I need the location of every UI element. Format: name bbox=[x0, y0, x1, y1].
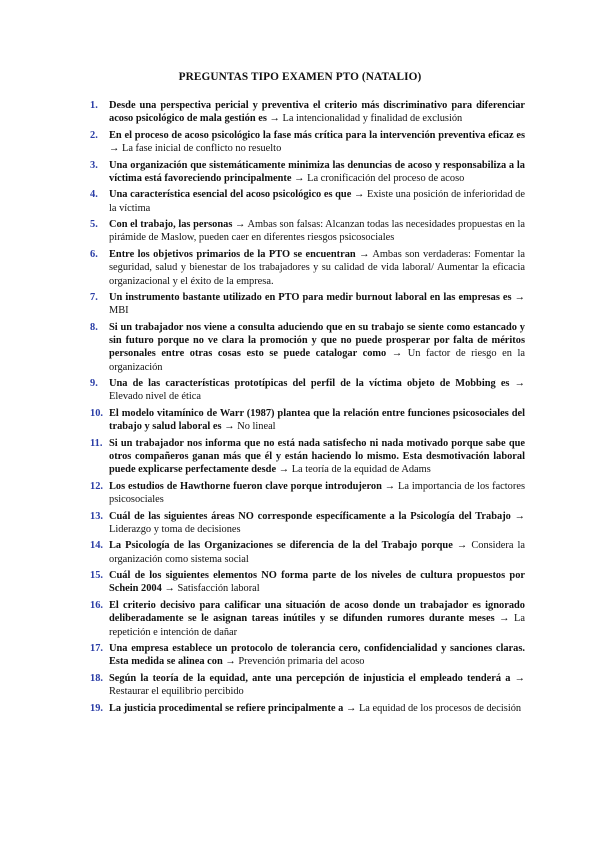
question-number: 1. bbox=[90, 100, 98, 111]
right-arrow-icon: → bbox=[384, 480, 396, 492]
question-text: Según la teoría de la equidad, ante una percepción de injusticia el empleado tenderá a bbox=[109, 672, 511, 684]
right-arrow-icon: → bbox=[359, 248, 370, 260]
question-text: Cuál de las siguientes áreas NO corresponde específicamente a la Psicología del Trabajo bbox=[109, 510, 511, 522]
right-arrow-icon: → bbox=[294, 172, 305, 184]
answer-text: Existe una posición de inferioridad de la víctima bbox=[109, 189, 525, 214]
question-number: 9. bbox=[90, 378, 98, 390]
question-number: 3. bbox=[90, 159, 98, 171]
question-text: Con el trabajo, las personas bbox=[109, 219, 233, 231]
question-item bbox=[90, 159, 525, 186]
question-text: Una característica esencial del acoso psicológico es que bbox=[109, 189, 352, 201]
right-arrow-icon: → bbox=[278, 464, 290, 476]
answer-text: No lineal bbox=[237, 421, 276, 433]
answer-text: La importancia de los factores psicosociales bbox=[109, 480, 525, 506]
answer-text: La intencionalidad y finalidad de exclusión bbox=[282, 113, 463, 125]
right-arrow-icon: → bbox=[109, 143, 120, 155]
right-arrow-icon: → bbox=[345, 702, 357, 714]
question-item bbox=[90, 702, 525, 715]
question-text: Si un trabajador nos informa que no está nada satisfecho ni nada motivado porque sabe que otros compañeros ganan más que él y están haciendo lo mismo. Esta desmotivación laboral puede explicarse perfectamente desde bbox=[109, 437, 525, 476]
answer-text: Liderazgo y toma de decisiones bbox=[109, 523, 241, 535]
question-number: 12. bbox=[90, 480, 103, 492]
question-text: La Psicología de las Organizaciones se diferencia de la del Trabajo porque bbox=[109, 540, 453, 552]
answer-text: Ambas son verdaderas: Fomentar la seguridad, salud y bienestar de los trabajadores y su calidad de vida laboral/ Aumentar la eficacia organizacional y el éxito de la empresa. bbox=[109, 248, 526, 287]
question-text: En el proceso de acoso psicológico la fase más crítica para la intervención preventiva eficaz es bbox=[109, 129, 525, 141]
question-number: 18. bbox=[90, 672, 103, 684]
right-arrow-icon: → bbox=[514, 378, 525, 390]
question-number: 16. bbox=[90, 599, 103, 611]
question-number: 4. bbox=[90, 189, 98, 201]
question-number: 19. bbox=[90, 702, 103, 714]
answer-text: La fase inicial de conflicto no resuelto bbox=[122, 143, 282, 155]
right-arrow-icon: → bbox=[269, 113, 280, 125]
right-arrow-icon: → bbox=[224, 421, 235, 433]
question-item bbox=[90, 599, 525, 639]
question-item bbox=[90, 437, 525, 477]
answer-text: MBI bbox=[109, 305, 129, 317]
right-arrow-icon: → bbox=[391, 348, 403, 360]
question-item bbox=[90, 407, 525, 434]
question-text: Cuál de los siguientes elementos NO forma parte de los niveles de cultura propuestos por Schein 2004 bbox=[109, 570, 525, 595]
right-arrow-icon: → bbox=[225, 656, 236, 668]
question-text: Una empresa establece un protocolo de tolerancia cero, confidencialidad y sanciones claras. Esta medida se alinea con bbox=[109, 642, 525, 668]
question-number: 15. bbox=[90, 570, 103, 582]
right-arrow-icon: → bbox=[353, 189, 365, 201]
question-list bbox=[90, 99, 525, 718]
right-arrow-icon: → bbox=[456, 540, 468, 552]
question-number: 13. bbox=[90, 510, 103, 522]
question-item bbox=[90, 291, 525, 318]
answer-text: Restaurar el equilibrio percibido bbox=[109, 686, 244, 698]
answer-text: Prevención primaria del acoso bbox=[238, 656, 365, 668]
question-text: El modelo vitamínico de Warr (1987) plantea que la relación entre funciones psicosociales del trabajo y salud laboral es bbox=[109, 407, 525, 433]
question-text: La justicia procedimental se refiere principalmente a bbox=[109, 702, 344, 714]
question-item bbox=[90, 510, 525, 537]
right-arrow-icon: → bbox=[164, 583, 175, 595]
question-item bbox=[90, 99, 525, 126]
question-number: 7. bbox=[90, 291, 98, 303]
question-text: Los estudios de Hawthorne fueron clave porque introdujeron bbox=[109, 480, 382, 492]
question-number: 17. bbox=[90, 642, 103, 654]
question-item bbox=[90, 642, 525, 669]
question-number: 5. bbox=[90, 219, 98, 231]
answer-text: Considera la organización como sistema social bbox=[109, 540, 525, 565]
answer-text: La equidad de los procesos de decisión bbox=[358, 702, 522, 714]
question-number: 6. bbox=[90, 248, 98, 260]
right-arrow-icon: → bbox=[514, 510, 525, 522]
question-number: 14. bbox=[90, 540, 103, 552]
question-text: El criterio decisivo para calificar una situación de acoso donde un trabajador es ignorado deliberadamente se le asignan tareas inútiles y se difunden rumores durante meses bbox=[109, 599, 525, 625]
question-item bbox=[90, 248, 525, 288]
question-item bbox=[90, 480, 525, 507]
question-item bbox=[90, 218, 525, 245]
question-item bbox=[90, 539, 525, 566]
question-item bbox=[90, 188, 525, 215]
right-arrow-icon: → bbox=[499, 613, 510, 625]
answer-text: Un factor de riesgo en la organización bbox=[109, 348, 525, 373]
right-arrow-icon: → bbox=[235, 219, 246, 231]
question-item bbox=[90, 377, 525, 404]
question-text: Una organización que sistemáticamente minimiza las denuncias de acoso y responsabiliza a la víctima está favoreciendo principalmente bbox=[109, 159, 525, 184]
answer-text: La repetición e intención de dañar bbox=[109, 613, 525, 638]
question-number: 2. bbox=[90, 129, 98, 141]
question-text: Si un trabajador nos viene a consulta aduciendo que en su trabajo se siente como estancado y sin futuro porque no ve clara la promoción y que no puede prosperar por falta de méritos personales entre otras cosas esto se puede catalogar como bbox=[109, 321, 525, 360]
answer-text: La cronificación del proceso de acoso bbox=[307, 172, 465, 184]
question-text: Una de las características prototípicas del perfil de la víctima objeto de Mobbing es bbox=[109, 378, 510, 390]
question-number: 10. bbox=[90, 407, 103, 419]
answer-text: La teoría de la equidad de Adams bbox=[291, 464, 431, 476]
answer-text: Satisfacción laboral bbox=[177, 583, 260, 595]
document-title: PREGUNTAS TIPO EXAMEN PTO (NATALIO) bbox=[178, 71, 422, 83]
question-text: Desde una perspectiva pericial y preventiva el criterio más discriminativo para diferenciar acoso psicológico de mala gestión es bbox=[109, 100, 525, 125]
answer-text: Elevado nivel de ética bbox=[109, 391, 202, 403]
question-number: 11. bbox=[90, 437, 103, 449]
question-item bbox=[90, 129, 525, 156]
question-text: Entre los objetivos primarios de la PTO se encuentran bbox=[109, 248, 356, 260]
question-item bbox=[90, 321, 525, 374]
question-item bbox=[90, 569, 525, 596]
right-arrow-icon: → bbox=[514, 291, 525, 303]
question-text: Un instrumento bastante utilizado en PTO para medir burnout laboral en las empresas es bbox=[109, 291, 512, 303]
question-number: 8. bbox=[90, 321, 98, 333]
answer-text: Ambas son falsas: Alcanzan todas las necesidades propuestas en la pirámide de Maslow, pueden caer en diferentes riesgos psicosociales bbox=[109, 219, 525, 244]
right-arrow-icon: → bbox=[514, 672, 525, 684]
question-item bbox=[90, 672, 525, 699]
